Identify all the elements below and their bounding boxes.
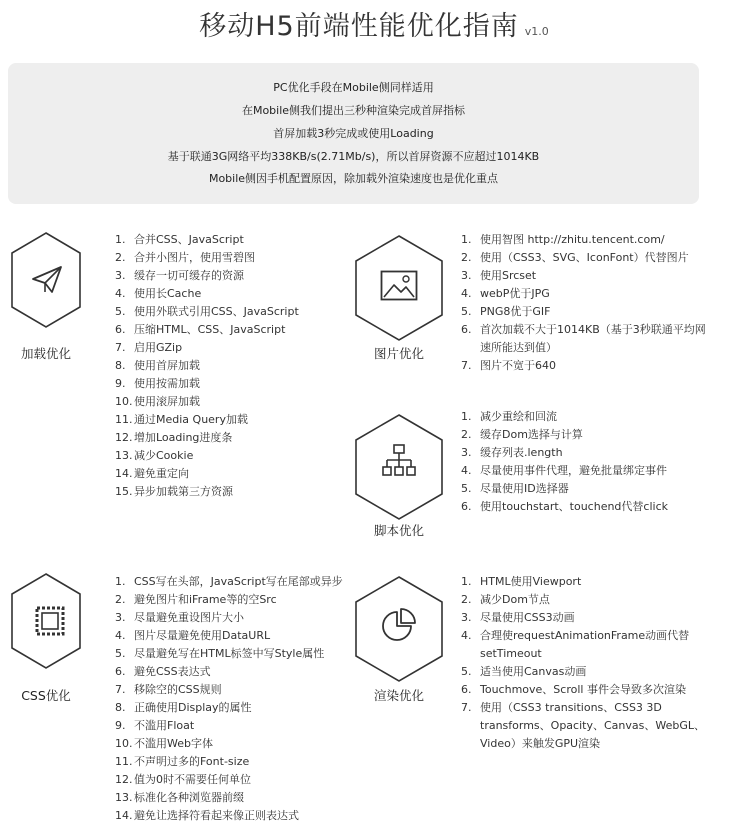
list-item [115,249,299,267]
list-item [461,267,716,285]
item-number: 1. [461,410,472,423]
item-text: 缓存列表.length [480,446,563,459]
paper-plane-icon [30,264,64,296]
list-item [115,429,299,447]
item-number: 2. [461,251,472,264]
item-number: 6. [461,323,472,336]
item-text: 图片尽量避免使用DataURL [134,629,271,642]
list-item [115,663,343,681]
item-number: 6. [461,683,472,696]
item-number: 2. [115,593,126,606]
summary-line: 在Mobile侧我们提出三秒种渲染完成首屏指标 [241,104,466,117]
item-text: 使用首屏加载 [134,359,200,372]
item-text: 减少Dom节点 [480,593,550,606]
list-item [461,231,716,249]
item-text: 尽量使用事件代理，避免批量绑定事件 [480,464,667,477]
item-text: 使用智图 http://zhitu.tencent.com/ [480,233,665,246]
item-number: 1. [461,575,472,588]
list-item [461,627,706,663]
item-text: 使用Srcset [480,269,537,282]
item-text: 避免让选择符看起来像正则表达式 [134,809,299,822]
item-number: 4. [115,629,126,642]
list-item [115,339,299,357]
title-text: 移动H5前端性能优化指南 [199,11,519,42]
item-number: 9. [115,377,126,390]
list-item [115,465,299,483]
item-number: 8. [115,701,126,714]
list-item [115,699,343,717]
load-section-label: 加载优化 [20,346,71,361]
list-item [115,771,343,789]
item-text: 减少重绘和回流 [480,410,557,423]
list-item [115,447,299,465]
item-number: 6. [115,323,126,336]
list-item [115,753,343,771]
item-number: 13. [115,449,133,462]
item-text: PNG8优于GIF [480,305,551,318]
item-text: 尽量使用ID选择器 [480,482,569,495]
list-item [115,375,299,393]
image-section-label: 图片优化 [373,346,424,361]
item-text: CSS写在头部，JavaScript写在尾部或异步 [134,575,343,588]
item-text: 使用滚屏加载 [134,395,200,408]
item-text: 避免CSS表达式 [134,665,211,678]
summary-line: PC优化手段在Mobile侧同样适用 [273,81,434,94]
item-number: 3. [115,611,126,624]
item-text: 正确使用Display的属性 [134,701,252,714]
list-item [115,807,343,825]
item-text: 尽量使用CSS3动画 [480,611,575,624]
item-text: 尽量避免写在HTML标签中写Style属性 [134,647,325,660]
item-text: 合并CSS、JavaScript [134,233,244,246]
item-number: 9. [115,719,126,732]
sitemap-icon [381,443,417,479]
item-number: 11. [115,413,133,426]
list-item [461,426,668,444]
list-item [461,321,716,357]
item-number: 3. [461,611,472,624]
summary-line: 基于联通3G网络平均338KB/s(2.71Mb/s)，所以首屏资源不应超过1014KB [167,150,540,163]
item-text: 减少Cookie [134,449,194,462]
list-item [461,444,668,462]
item-number: 14. [115,467,133,480]
item-number: 3. [115,269,126,282]
list-item [461,357,716,375]
item-text: webP优于JPG [480,287,550,300]
item-number: 5. [461,305,472,318]
list-item [461,609,706,627]
css-section-label: CSS优化 [21,688,71,703]
item-text: HTML使用Viewport [480,575,582,588]
css-list [115,573,343,825]
list-item [115,393,299,411]
item-number: 12. [115,431,133,444]
item-text: 缓存Dom选择与计算 [480,428,583,441]
item-number: 1. [115,575,126,588]
item-text: 压缩HTML、CSS、JavaScript [134,323,286,336]
item-text: 合并小图片，使用雪碧图 [134,251,255,264]
list-item [115,789,343,807]
item-number: 14. [115,809,133,822]
item-text: 使用touchstart、touchend代替click [480,500,668,513]
item-number: 7. [115,341,126,354]
list-item [115,735,343,753]
list-item [115,231,299,249]
item-number: 1. [115,233,126,246]
item-text: 值为0时不需要任何单位 [134,773,251,786]
item-number: 10. [115,737,133,750]
pie-chart-icon [380,606,418,644]
item-text: 使用长Cache [134,287,202,300]
list-item [115,303,299,321]
summary-line: 首屏加载3秒完成或使用Loading [273,127,434,140]
item-text: 缓存一切可缓存的资源 [134,269,244,282]
item-number: 5. [461,482,472,495]
image-icon [380,270,418,302]
item-text: 不滥用Web字体 [134,737,213,750]
list-item [461,573,706,591]
list-item [115,645,343,663]
item-text: 尽量避免重设图片大小 [134,611,244,624]
item-number: 4. [461,464,472,477]
item-text: 移除空的CSS规则 [134,683,222,696]
item-number: 2. [115,251,126,264]
item-text: Touchmove、Scroll 事件会导致多次渲染 [480,683,686,696]
list-item [115,609,343,627]
list-item [115,411,299,429]
item-text: 增加Loading进度条 [134,431,233,444]
item-number: 7. [461,701,472,714]
item-text: 不声明过多的Font-size [134,755,250,768]
item-text: 适当使用Canvas动画 [480,665,587,678]
list-item [115,357,299,375]
list-item [115,267,299,285]
item-number: 10. [115,395,133,408]
item-number: 4. [115,287,126,300]
page-title [0,4,748,43]
list-item [115,717,343,735]
item-text: 异步加载第三方资源 [134,485,233,498]
item-number: 4. [461,287,472,300]
render-list [461,573,706,753]
list-item [115,321,299,339]
list-item [115,573,343,591]
summary-line: Mobile侧因手机配置原因，除加载外渲染速度也是优化重点 [208,172,499,185]
list-item [461,498,668,516]
item-number: 13. [115,791,133,804]
item-number: 6. [115,665,126,678]
item-text: 首次加载不大于1014KB（基于3秒联通平均网速所能达到值） [480,323,706,354]
list-item [461,249,716,267]
item-number: 5. [115,647,126,660]
item-text: 启用GZip [134,341,183,354]
list-item [461,285,716,303]
list-item [115,591,343,609]
item-number: 3. [461,269,472,282]
load-list [115,231,299,501]
item-text: 图片不宽于640 [480,359,556,372]
list-item [461,699,706,753]
list-item [115,285,299,303]
item-number: 2. [461,428,472,441]
item-text: 使用（CSS3、SVG、IconFont）代替图片 [480,251,689,264]
item-number: 5. [461,665,472,678]
list-item [115,483,299,501]
list-item [115,681,343,699]
item-text: 通过Media Query加载 [134,413,248,426]
item-number: 6. [461,500,472,513]
item-text: 使用外联式引用CSS、JavaScript [134,305,299,318]
stamp-icon [33,604,67,638]
list-item [461,462,668,480]
list-item [461,480,668,498]
item-number: 15. [115,485,133,498]
image-list [461,231,716,375]
item-number: 4. [461,629,472,642]
list-item [461,408,668,426]
version-label: v1.0 [524,25,549,38]
summary-box [8,63,699,204]
item-number: 7. [461,359,472,372]
item-number: 5. [115,305,126,318]
item-text: 避免重定向 [134,467,189,480]
item-text: 合理使requestAnimationFrame动画代替setTimeout [480,629,690,660]
item-number: 12. [115,773,133,786]
item-number: 1. [461,233,472,246]
list-item [461,591,706,609]
item-number: 3. [461,446,472,459]
item-text: 不滥用Float [134,719,195,732]
item-number: 2. [461,593,472,606]
list-item [461,681,706,699]
item-text: 标准化各种浏览器前缀 [134,791,244,804]
item-number: 11. [115,755,133,768]
item-number: 7. [115,683,126,696]
item-text: 使用按需加载 [134,377,200,390]
item-number: 8. [115,359,126,372]
render-section-label: 渲染优化 [373,688,424,703]
list-item [461,303,716,321]
script-section-label: 脚本优化 [373,523,424,538]
list-item [115,627,343,645]
list-item [461,663,706,681]
item-text: 使用（CSS3 transitions、CSS3 3D transforms、Opacity、Canvas、WebGL、Video）来触发GPU渲染 [480,701,705,750]
script-list [461,408,668,516]
item-text: 避免图片和iFrame等的空Src [134,593,277,606]
